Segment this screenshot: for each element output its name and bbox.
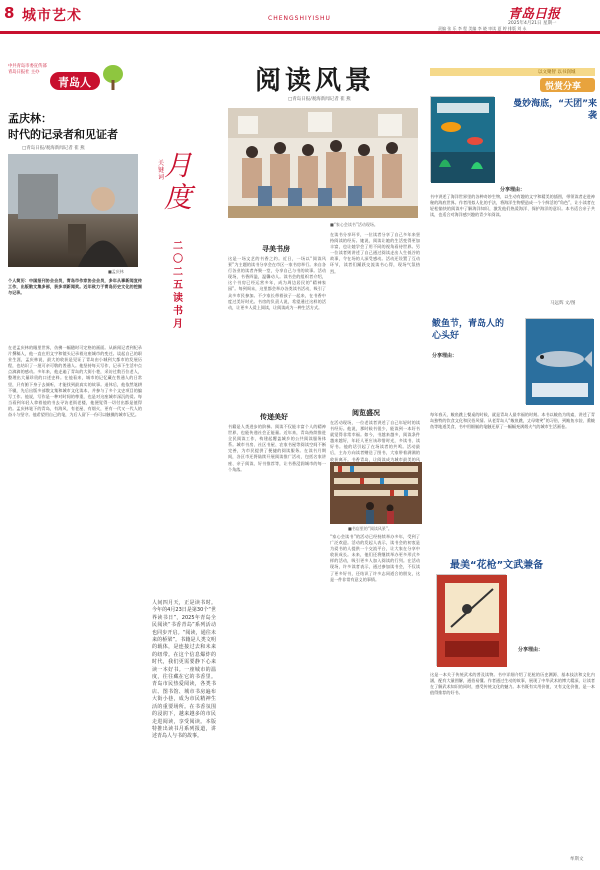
right-article-3-body: 这是一本关于传统武术的普及读物。书中详细介绍了花枪的历史渊源、基本技法和文化内涵，配有大量图解，通俗易懂。作者通过生动的故事，展现了中华武术的博大精深，让读者在了解武术知识的同时，感受传统文化的魅力。本书既有实用价值，又有文化价值，是一本值得推荐的好书。 [430, 672, 595, 696]
right-article-3-title: 最美“花枪”文武兼备 [450, 560, 544, 571]
page-header [0, 0, 600, 32]
subhead-2: 传递美好 [260, 413, 288, 421]
center-body-6: “家心会读书”的活动已经持续举办多年，受到了广泛欢迎。活动的发起人表示，读书会的初衷是为爱书的人提供一个交流平台，让大家在分享中收获成长。未来，他们还将继续举办更多形式多样的活动，吸引更多人加入阅读的行列。在活动现场，许多读者表示，通过参加读书会，不仅读了更多好书，还结识了许多志同道合的朋友，这是一件非常有意义的事情。 [330, 534, 420, 582]
reading-month-year: 二〇二五读书月 [173, 241, 183, 330]
keyword-big: 月度 [164, 149, 193, 214]
staff-line: 责编 张 乐 李 程 美编 李 晓 审读 夏 婷 排版 刘 永 [438, 26, 527, 31]
subhead-1: 寻美书房 [262, 245, 290, 253]
feature-photo-caption: ■“家心会读书”活动现场。 [330, 222, 378, 227]
issue-date: 2025年4月21日 星期一 [508, 21, 557, 26]
section-title: 城市艺术 [22, 8, 82, 24]
right-article-1-reason: 分享理由： [500, 187, 526, 193]
subhead-3: 阅览盛况 [352, 409, 380, 417]
banner-slogan: 以文聚智 以书润城 [538, 70, 576, 75]
article-subtitle: 时代的记录者和见证者 [8, 128, 118, 141]
right-article-1-author: 马远辉 文/图 [550, 301, 576, 306]
bookstore-photo-caption: ■书店里的“阅读风景”。 [348, 526, 392, 531]
midleft-body: 人间四月天，正是读书时。今年的4月23日是第30个“世界读书日”，2025年青岛全民阅读“书香青岛”系列活动也同步开启。“阅读，通往未来的桥梁”。书籍是人类文明的载体，是连接过去和未来的纽带。在这个信息爆炸的时代，我们更需要静下心来读一本好书。一座城市的温度，往往藏在它的书香里。青岛市民热爱阅读，各类书店、图书馆、城市书房遍布大街小巷，成为市民精神生活的重要场所。在书香氛围的浸润下，越来越多的市民走进阅读，享受阅读。本版特推出读书月系列报道，讲述青岛人与书的故事。 [152, 600, 216, 740]
newspaper-logo: 青岛日报 [508, 7, 561, 22]
feature-title: 阅读风景 [255, 66, 376, 96]
article-lead: 个人简历：中国报刊协会会员，青岛市作家协会会员，多年从事新闻宣传工作，出版散文集多部，获多项新闻奖。近年致力于青岛历史文化的挖掘与记录。 [8, 278, 142, 296]
portrait-caption: ■孟庆林 [108, 269, 124, 274]
feature-photo [228, 108, 418, 218]
center-body-1: 这是一场文艺的书香之约。近日，一场以“阅读风景”为主题的读书分享会在市区一家书房举行。来自各行各业的读者齐聚一堂，分享自己与书的故事。活动现场，书香四溢，温馨动人。读书会的组织者介绍，这个书房已经运营多年，成为周边居民的“精神家园”。每到周末，这里都会举办各类读书活动，吸引了众多市民参加。不少家长带着孩子一起来，在书香中度过美好时光。书房的负责人说，希望通过这样的活动，让更多人爱上阅读，让阅读成为一种生活方式。 [228, 256, 326, 310]
center-body-5: 在活动现场，一位老读者讲述了自己年轻时的读书经历。他说，那时候书很少，能读到一本好书就觉得非常幸福。如今，书越来越多，阅读条件越来越好，年轻人更应该珍惜时光，多读书、读好书。他的话引起了在场读者的共鸣。活动最后，主办方向读者赠送了图书，大家带着满满的收获离开。书香青岛，让阅读成为城市最美的风 [330, 420, 420, 462]
bookstore-photo [330, 462, 422, 524]
right-article-2-body: 每年春天，鲅鱼跳上餐桌的时候，就是青岛人最幸福的时刻。本书以鲅鱼为线索，讲述了青岛独特的饮食文化和民俗风情。从老青岛人“鲅鱼跳，丈母娘笑”的习俗，到鲅鱼水饺、熏鲅鱼等地道美食，书中用细腻的笔触还原了一幅幅充满烟火气的城市生活画卷。 [430, 412, 595, 430]
book-cover-spear [436, 574, 506, 666]
article-title: 孟庆林： [8, 112, 52, 125]
center-body-2: 在读书分享环节，一位读者分享了自己多年来坚持阅读的经历。她说，阅读让她的生活变得更加丰富，也让她学会了用不同的视角看待世界。另一位读者则讲述了自己通过阅读走出人生低谷的故事，令在场的人深受感动。活动还设置了互动环节，读者们踊跃交流读书心得，现场气氛热烈。 [330, 232, 420, 274]
right-article-1-body: 书中讲述了海洋世界里的各种奇妙生物，以生动有趣的文字和精美的插图，带领读者走进神秘的海底世界。作者用拟人化的手法，将海洋生物塑造成一个个鲜活的“角色”，让小读者在轻松愉快的阅读中了解海洋知识，激发他们热爱海洋、保护海洋的意识。本书适合亲子共读，也适合对海洋感兴趣的青少年阅读。 [430, 194, 595, 218]
right-article-2-reason: 分享理由： [432, 353, 458, 359]
tree-icon [102, 64, 124, 90]
article-body: 在老孟庆林的眼里世界，仿佛一幅随时可定格的画面。从新闻记者到纪录片撰稿人，他一直在用文字和镜头记录着这座城市的变迁。谈起自己的职业生涯，孟庆林说，最大的收获是见证了青岛由小城到大都市的发展历程，也结识了一批可亲可敬的普通人。他坚持每天写作，记录下生活中点点滴滴的感动。多年来，他走遍了青岛的大街小巷，采访过数百位老人，整理出大量珍贵的口述史料。在他看来，城市的记忆藏在普通人的日常里，只有俯下身子去倾听，才能找到最真实的故事。退休后，他依然笔耕不辍，先后出版多部散文集和城市文化读本，并参与了多个文史项目的编写工作。他说，写作是一种对时间的尊重，也是对这座城市深沉的爱。每当看到年轻人拿着他的书去寻访老街老楼，他便觉得一切付出都是值得的。孟庆林笔下的青岛，有海风、有老屋、有烟火，更有一代又一代人的奋斗与坚守。他希望用自己的笔，为后人留下一份可以触摸的城市记忆。 [8, 345, 142, 418]
article-byline: □青岛日报/观海新闻记者 崔 燕 [22, 146, 85, 151]
book-cover-ocean [430, 96, 494, 182]
column-org: 中共青岛市委宣传部 青岛日报社 主办 [8, 64, 47, 75]
column-name: 青岛人 [58, 76, 91, 89]
right-article-2-title: 鲅鱼节，青岛人的心头好 [432, 319, 505, 341]
right-article-3-author: 牟斯文 [570, 857, 584, 862]
feature-byline: □青岛日报/观海新闻记者 崔 燕 [288, 97, 351, 102]
right-column-banner [430, 68, 595, 94]
banner-name: 悦赏分享 [545, 82, 582, 92]
portrait-photo [8, 154, 138, 267]
header-rule [0, 31, 600, 34]
keyword-label: 关键词 [158, 160, 165, 181]
column-badge [8, 60, 128, 100]
right-article-3-reason: 分享理由： [518, 647, 544, 653]
right-article-1-title: 曼妙海底，“天团”来袭 [513, 99, 597, 121]
center-body-3: 书籍是人类进步的阶梯。阅读不仅能丰富个人的精神世界，也能传递社会正能量。近年来，青岛持续推进全民阅读工作，构建起覆盖城乡的公共阅读服务体系。城市书房、社区书屋、农家书屋等阅读空间不断完善，为市民提供了便捷的阅读服务。在读书月期间，各区市还将陆续开展阅读推广活动，包括名家讲座、亲子阅读、好书推荐等，让书香浸润城市的每一个角落。 [228, 424, 326, 472]
page-number: 8 [4, 4, 15, 22]
book-cover-fish [525, 318, 593, 404]
section-english: CHENGSHIYISHU [268, 15, 331, 22]
